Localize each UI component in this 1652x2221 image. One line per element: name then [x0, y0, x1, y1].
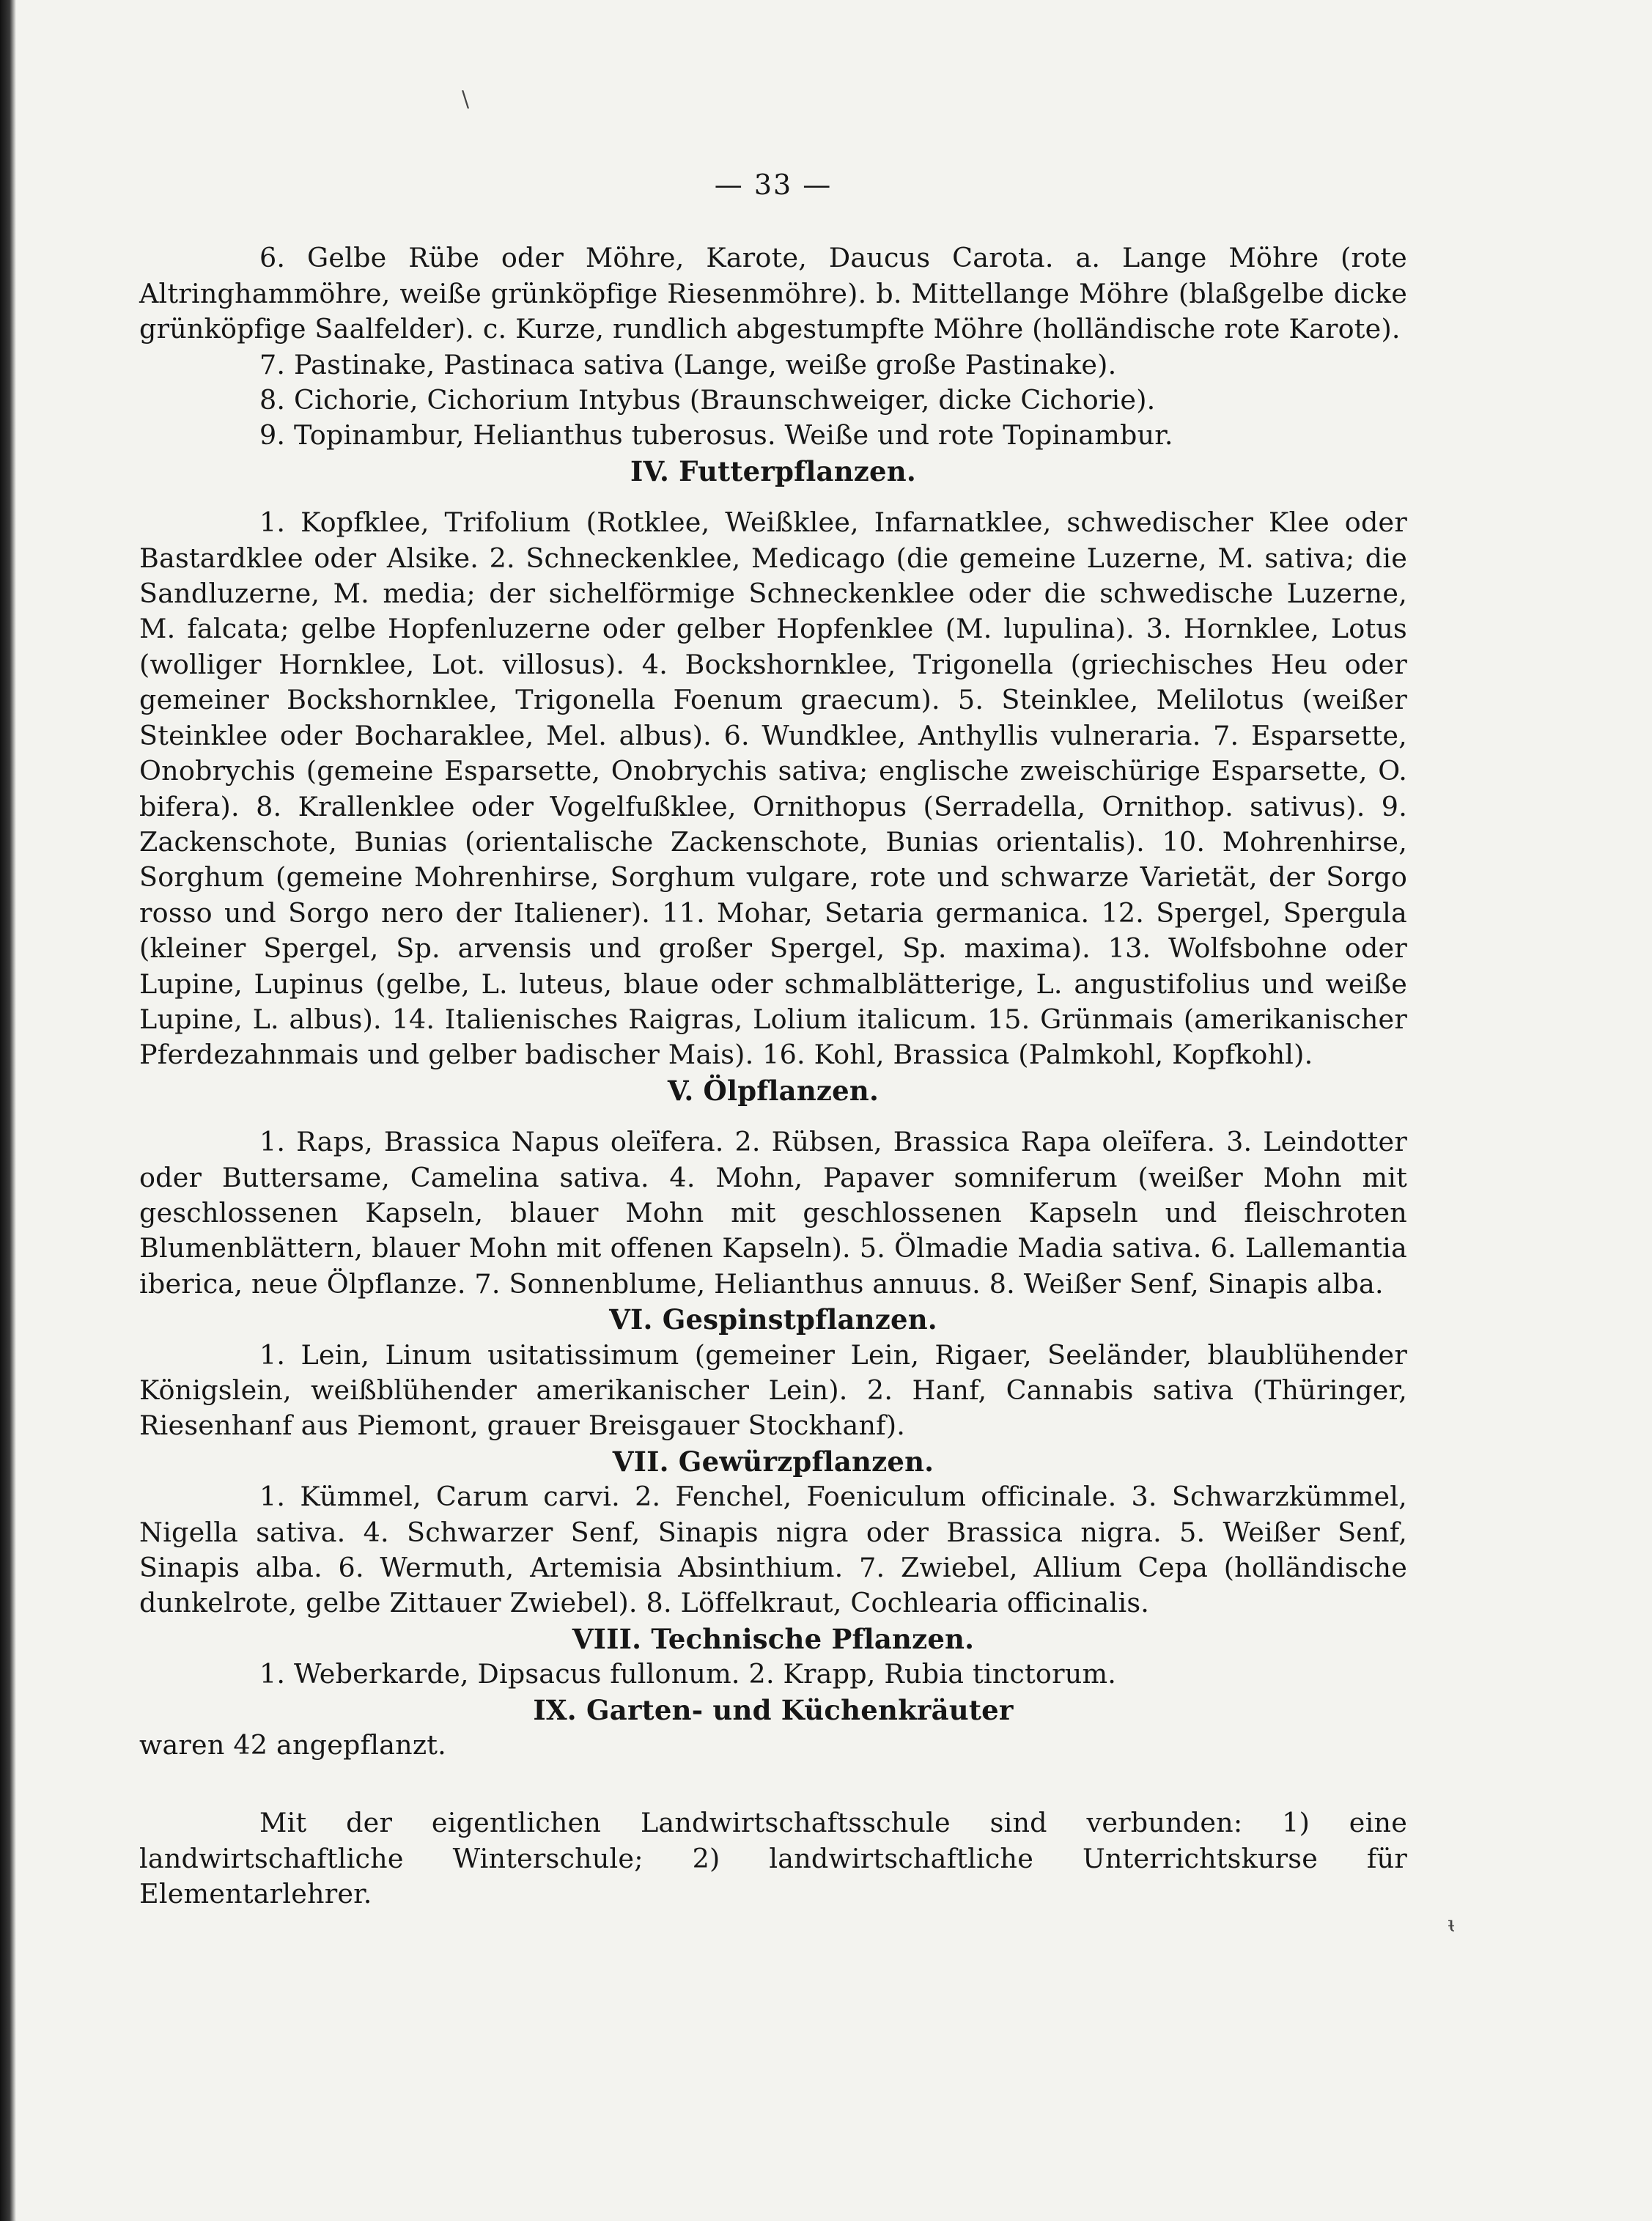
- gewuerzpflanzen-text: 1. Kümmel, Carum carvi. 2. Fenchel, Foeniculum officinale. 3. Schwarzkümmel, Nigella sativa. 4. Schwarzer Senf, Sinapis nigra oder Brassica nigra. 5. Weißer Senf, Sinapis alba. 6. Wermuth, Artemisia Absinthium. 7. Zwiebel, Allium Cepa (holländische dunkelrote, gelbe Zittauer Zwiebel). 8. Löffelkraut, Cochlearia officinalis.: [139, 1481, 1407, 1619]
- heading-oelpflanzen: V. Ölpflanzen.: [667, 1074, 880, 1107]
- roots-item-7: 7. Pastinake, Pastinaca sativa (Lange, weiße große Pastinake).: [259, 348, 1117, 380]
- roots-item-6: 6. Gelbe Rübe oder Möhre, Karote, Daucus Carota. a. Lange Möhre (rote Altringhammöhre, weiße grünköpfige Riesenmöhre). b. Mittellange Möhre (blaßgelbe dicke grünköpfige Saalfelder). c. Kurze, rundlich abgestumpfte Möhre (holländische rote Karote).: [139, 242, 1407, 345]
- heading-gewuerzpflanzen: VII. Gewürzpflanzen.: [612, 1445, 934, 1478]
- heading-gespinstpflanzen: VI. Gespinstpflanzen.: [609, 1303, 937, 1336]
- closing-paragraph: Mit der eigentlichen Landwirtschaftsschule sind verbunden: 1) eine landwirtschaftliche Winterschule; 2) landwirtschaftliche Unterrichtskurse für Elementarlehrer.: [139, 1807, 1407, 1910]
- heading-technische-pflanzen: VIII. Technische Pflanzen.: [572, 1622, 975, 1655]
- page-number: — 33 —: [714, 169, 833, 201]
- technische-pflanzen-text: 1. Weberkarde, Dipsacus fullonum. 2. Krapp, Rubia tinctorum.: [259, 1658, 1117, 1690]
- binding-shadow: [0, 0, 16, 2221]
- heading-kuechenkraeuter: IX. Garten- und Küchenkräuter: [533, 1693, 1014, 1726]
- page-content: [139, 167, 1407, 1912]
- futterpflanzen-text: 1. Kopfklee, Trifolium (Rotklee, Weißklee, Infarnatklee, schwedischer Klee oder Bastardklee oder Alsike. 2. Schneckenklee, Medicago (die gemeine Luzerne, M. sativa; die Sandluzerne, M. media; der sichelförmige Schneckenklee oder die schwedische Luzerne, M. falcata; gelbe Hopfenluzerne oder gelber Hopfenklee (M. lupulina). 3. Hornklee, Lotus (wolliger Hornklee, Lot. villosus). 4. Bockshornklee, Trigonella (griechisches Heu oder gemeiner Bockshornklee, Trigonella Foenum graecum). 5. Steinklee, Melilotus (weißer Steinklee oder Bocharaklee, Mel. albus). 6. Wundklee, Anthyllis vulneraria. 7. Esparsette, Onobrychis (gemeine Esparsette, Onobrychis sativa; englische zweischürige Esparsette, O. bifera). 8. Krallenklee oder Vogelfußklee, Ornithopus (Serradella, Ornithop. sativus). 9. Zackenschote, Bunias (orientalische Zackenschote, Bunias orientalis). 10. Mohrenhirse, Sorghum (gemeine Mohrenhirse, Sorghum vulgare, rote und schwarze Varietät, der Sorgo rosso und Sorgo nero der Italiener). 11. Mohar, Setaria germanica. 12. Spergel, Spergula (kleiner Spergel, Sp. arvensis und großer Spergel, Sp. maxima). 13. Wolfsbohne oder Lupine, Lupinus (gelbe, L. luteus, blaue oder schmalblätterige, L. angustifolius und weiße Lupine, L. albus). 14. Italienisches Raigras, Lolium italicum. 15. Grünmais (amerikanischer Pferdezahnmais und gelber badischer Mais). 16. Kohl, Brassica (Palmkohl, Kopfkohl).: [139, 507, 1407, 1071]
- scan-artifact-mark: \: [462, 86, 470, 112]
- kuechenkraeuter-text: waren 42 angepflanzt.: [139, 1729, 446, 1761]
- roots-item-8: 8. Cichorie, Cichorium Intybus (Braunschweiger, dicke Cichorie).: [259, 384, 1156, 416]
- heading-futterpflanzen: IV. Futterpflanzen.: [630, 454, 916, 487]
- oelpflanzen-text: 1. Raps, Brassica Napus oleïfera. 2. Rübsen, Brassica Rapa oleïfera. 3. Leindotter oder Buttersame, Camelina sativa. 4. Mohn, Papaver somniferum (weißer Mohn mit geschlossenen Kapseln, blauer Mohn mit geschlossenen Kapseln und fleischroten Blumenblättern, blauer Mohn mit offenen Kapseln). 5. Ölmadie Madia sativa. 6. Lallemantia iberica, neue Ölpflanze. 7. Sonnenblume, Helianthus annuus. 8. Weißer Senf, Sinapis alba.: [139, 1126, 1407, 1300]
- roots-item-9: 9. Topinambur, Helianthus tuberosus. Weiße und rote Topinambur.: [259, 419, 1173, 452]
- gespinstpflanzen-text: 1. Lein, Linum usitatissimum (gemeiner Lein, Rigaer, Seeländer, blaublühender Königslein, weißblühender amerikanischer Lein). 2. Hanf, Cannabis sativa (Thüringer, Riesenhanf aus Piemont, grauer Breisgauer Stockhanf).: [139, 1338, 1407, 1442]
- scan-artifact-dot: ᵼ: [1448, 1912, 1456, 1937]
